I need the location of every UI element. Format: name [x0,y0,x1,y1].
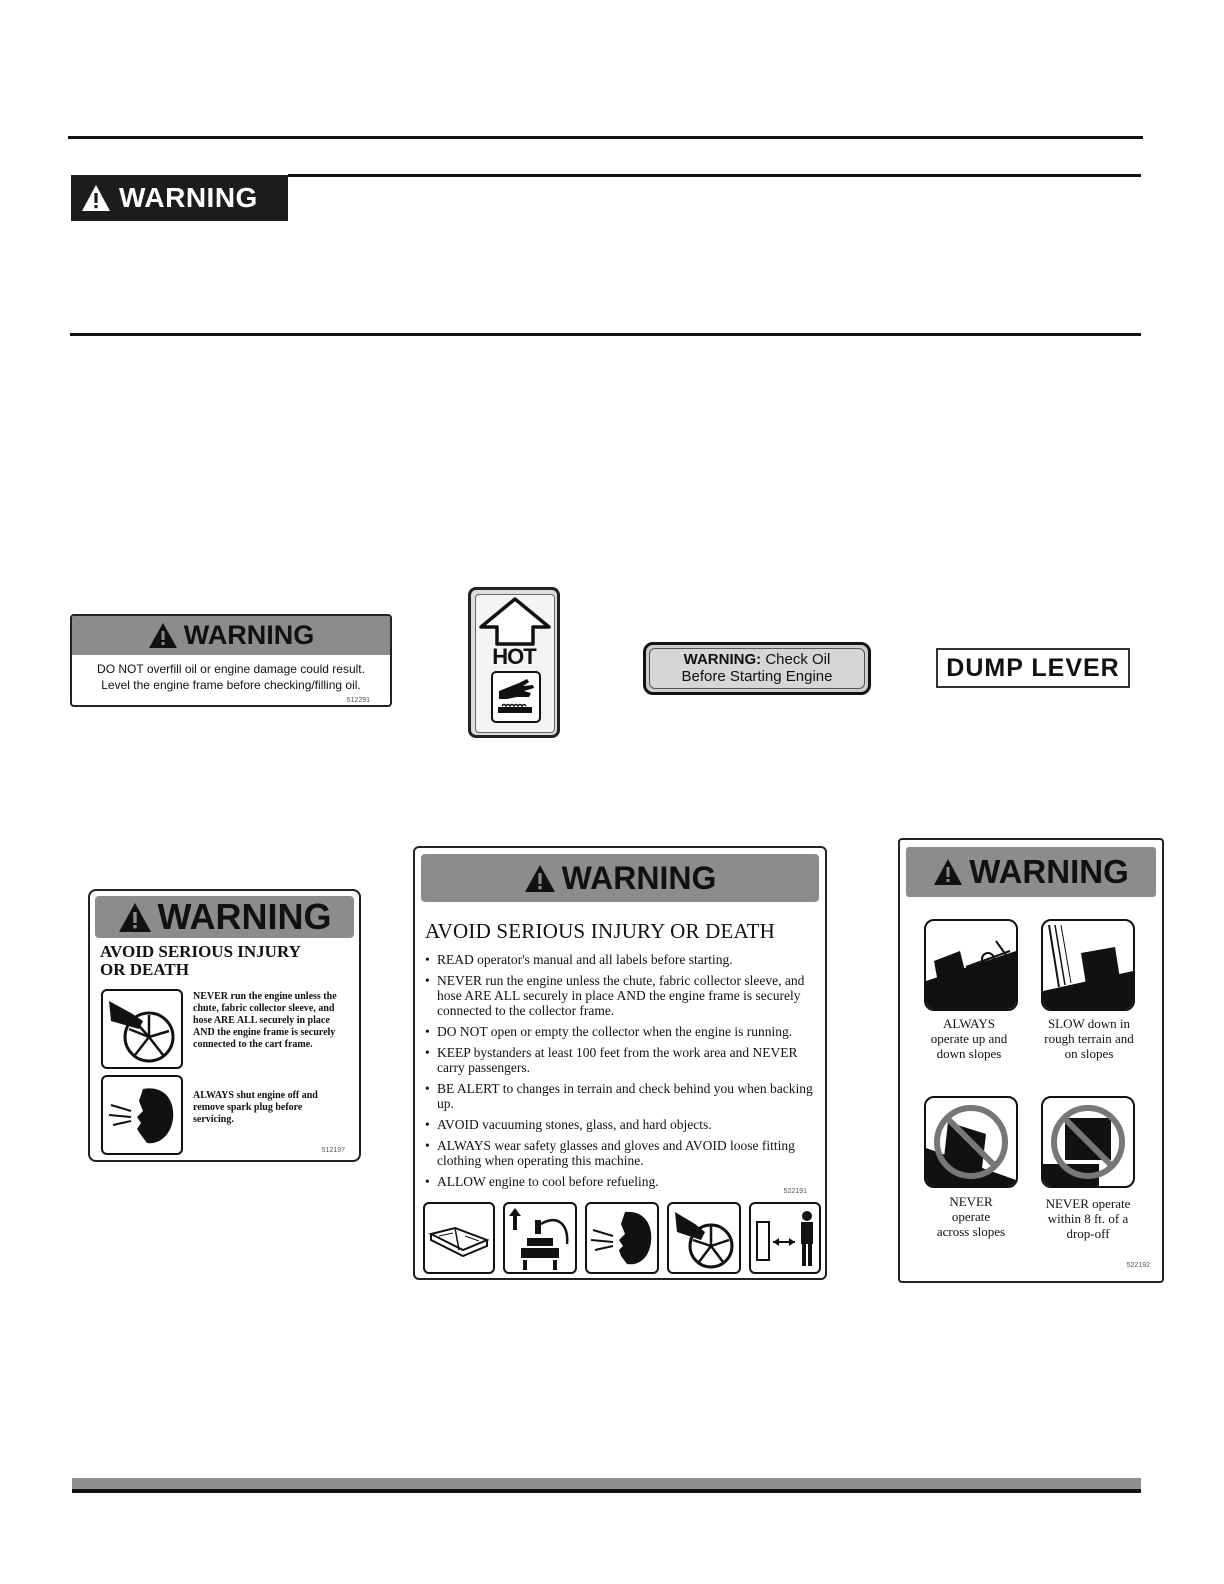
fan-hand-hazard-icon [669,1204,739,1272]
list-item: • DO NOT open or empty the collector when the engine is running. [423,1024,813,1039]
spark-plug-pictogram [503,1202,577,1274]
decal-part-number: 512197 [321,1147,345,1154]
warning-band-top-rule [288,174,1141,177]
decal-oil-overfill-text: DO NOT overfill oil or engine damage could result. Level the engine frame before checking/filling oil. [97,662,365,692]
slow-down-pictogram [1041,919,1135,1011]
hand-fan-pictogram [667,1202,741,1274]
hot-label: HOT [492,644,536,669]
manual-pictogram [423,1202,495,1274]
decal-part-number: 522191 [783,1188,807,1195]
list-item: • NEVER run the engine unless the chute, fabric collector sleeve, and hose ARE ALL securely in place AND the engine frame is securely connected to the collector frame. [423,973,813,1018]
face-debris-pictogram [585,1202,659,1274]
hand-fan-pictogram [101,989,183,1069]
open-book-icon [425,1204,493,1272]
dump-lever-label: DUMP LEVER [946,654,1120,682]
check-oil-prefix: WARNING: [683,651,762,668]
list-item: • KEEP bystanders at least 100 feet from the work area and NEVER carry passengers. [423,1045,813,1075]
decal-large-warning-header: WARNING [421,854,819,902]
list-item: • AVOID vacuuming stones, glass, and hard objects. [423,1117,813,1132]
warning-triangle-icon [81,184,111,212]
warning-triangle-icon [524,864,556,893]
decal-check-oil [643,642,871,695]
decal-part-number: 512291 [346,697,370,704]
decal-slope-warning-header: WARNING [906,847,1156,897]
bystander-distance-icon [751,1204,819,1272]
footer-bar [72,1478,1141,1489]
slope-caption: NEVER operate within 8 ft. of a drop-off [1045,1196,1131,1241]
slope-caption: ALWAYS operate up and down slopes [930,1016,1008,1061]
up-arrow-icon [477,596,553,646]
slope-caption: SLOW down in rough terrain and on slopes [1044,1016,1134,1061]
list-item: • ALWAYS wear safety glasses and gloves and AVOID loose fitting clothing when operating this machine. [423,1138,813,1168]
bystander-distance-pictogram [749,1202,821,1274]
warning-badge-label: WARNING [119,182,258,213]
hot-surface-pictogram [491,671,541,723]
decal-oil-overfill [70,614,392,707]
warning-triangle-icon [118,902,152,933]
face-debris-pictogram [101,1075,183,1155]
decal-small-warning-item2: ALWAYS shut engine off and remove spark plug before servicing. [193,1090,318,1125]
warning-badge [71,175,288,221]
warning-triangle-icon [933,858,963,886]
decal-small-warning-title: AVOID SERIOUS INJURY OR DEATH [100,942,301,979]
remove-spark-plug-icon [505,1204,575,1272]
decal-dump-lever [936,648,1130,688]
slope-caption: NEVER operate across slopes [936,1194,1006,1239]
check-oil-text: WARNING: Check Oil Before Starting Engine [681,651,833,685]
decal-large-warning [413,846,827,1280]
prohibited-across-slope-icon [926,1098,1016,1186]
list-item: • ALLOW engine to cool before refueling. [423,1174,813,1189]
decal-part-number: 522192 [1126,1262,1150,1269]
fan-hand-hazard-icon [103,991,181,1067]
footer-rule [72,1489,1141,1493]
decal-slope-warning [898,838,1164,1283]
eye-hazard-icon [587,1204,657,1272]
warning-band-bottom-rule [70,333,1141,336]
decal-hot [468,587,560,738]
decal-small-warning-header: WARNING [95,896,354,938]
top-rule [68,136,1143,139]
decal-small-warning [88,889,361,1162]
decal-oil-overfill-header: WARNING [72,616,390,655]
hand-burn-icon [493,673,539,721]
decal-large-warning-bullets [423,952,813,1195]
list-item: • BE ALERT to changes in terrain and check behind you when backing up. [423,1081,813,1111]
no-across-slope-pictogram [924,1096,1018,1188]
decal-small-warning-item1: NEVER run the engine unless the chute, fabric collector sleeve, and hose ARE ALL securely in place AND the engine frame is securely connected to the cart frame. [193,991,337,1050]
slope-up-down-pictogram [924,919,1018,1011]
mower-on-slope-icon [926,921,1016,1009]
warning-triangle-icon [148,622,178,649]
eye-hazard-icon [103,1077,181,1153]
prohibited-drop-off-icon [1043,1098,1133,1186]
list-item: • READ operator's manual and all labels before starting. [423,952,813,967]
decal-large-warning-title: AVOID SERIOUS INJURY OR DEATH [425,919,775,943]
no-drop-off-pictogram [1041,1096,1135,1188]
mower-rough-terrain-icon [1043,921,1133,1009]
